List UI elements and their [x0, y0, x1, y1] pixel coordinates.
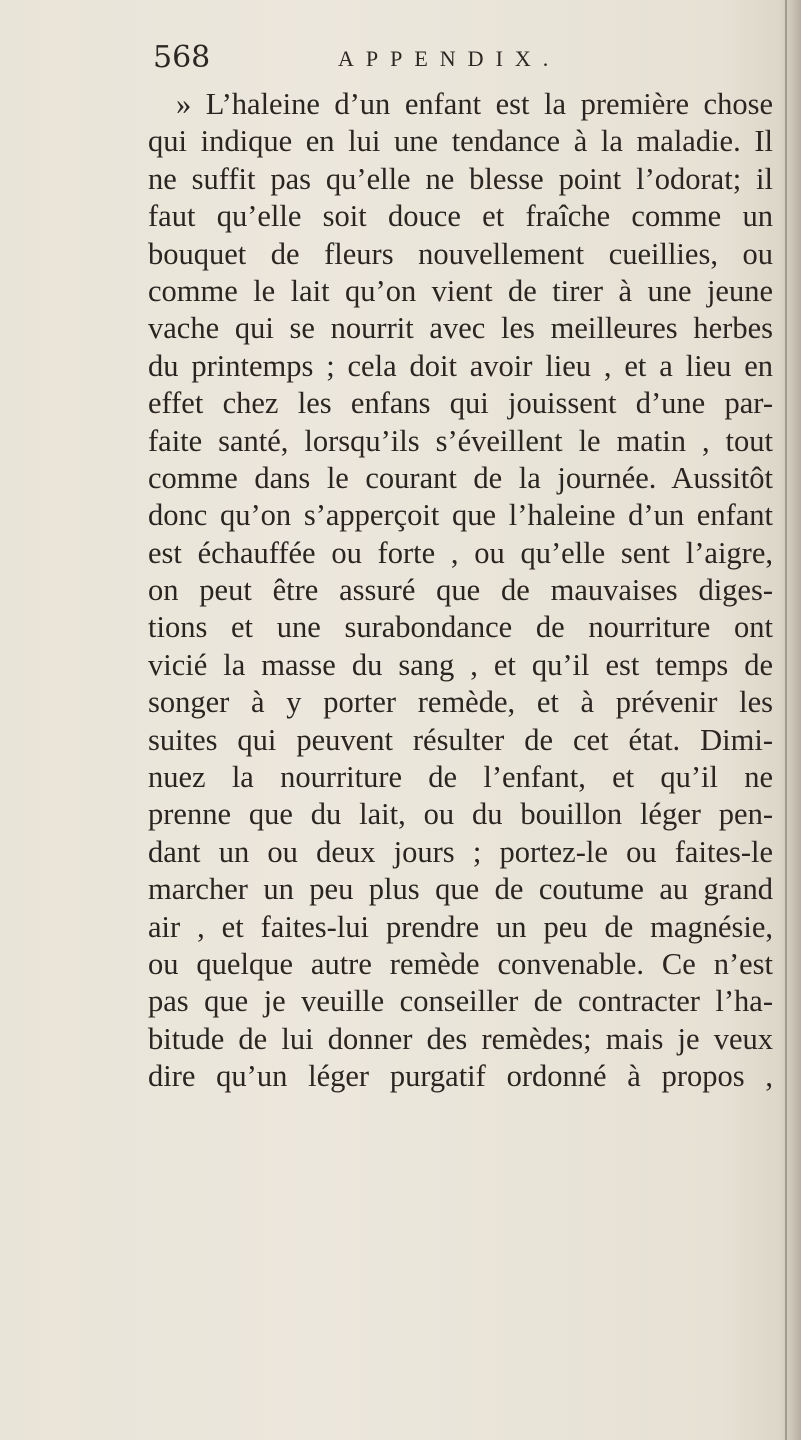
- text-line: comme dans le courant de la journée. Aussitôt: [148, 460, 773, 495]
- text-line: pas que je veuille conseiller de contracter l’ha-: [148, 984, 773, 1019]
- page-edge-line: [785, 0, 787, 1440]
- text-line: air , et faites-lui prendre un peu de magnésie,: [148, 909, 773, 944]
- text-line: on peut être assuré que de mauvaises diges-: [148, 573, 773, 608]
- text-line: songer à y porter remède, et à prévenir les: [148, 685, 773, 720]
- text-line: qui indique en lui une tendance à la maladie. Il: [148, 124, 773, 159]
- text-line: dire qu’un léger purgatif ordonné à propos ,: [148, 1059, 773, 1094]
- text-line: prenne que du lait, ou du bouillon léger pen-: [148, 797, 773, 832]
- text-line: donc qu’on s’apperçoit que l’haleine d’un enfant: [148, 498, 773, 533]
- text-line: faut qu’elle soit douce et fraîche comme un: [148, 199, 773, 234]
- text-line: ou quelque autre remède convenable. Ce n’est: [148, 946, 773, 981]
- page-header: [153, 40, 793, 90]
- text-line: ne suffit pas qu’elle ne blesse point l’odorat; il: [148, 161, 773, 196]
- text-line: dant un ou deux jours ; portez-le ou faites-le: [148, 834, 773, 869]
- text-line: » L’haleine d’un enfant est la première chose: [176, 87, 773, 121]
- text-line: bouquet de fleurs nouvellement cueillies, ou: [148, 236, 773, 271]
- text-line: tions et une surabondance de nourriture ont: [148, 610, 773, 645]
- page-edge-shadow: [779, 0, 801, 1440]
- text-line: vicié la masse du sang , et qu’il est temps de: [148, 647, 773, 682]
- text-line: nuez la nourriture de l’enfant, et qu’il ne: [148, 760, 773, 795]
- text-line: suites qui peuvent résulter de cet état. Dimi-: [148, 722, 773, 757]
- body-text: [148, 86, 773, 1096]
- text-line: comme le lait qu’on vient de tirer à une jeune: [148, 273, 773, 308]
- text-line: effet chez les enfans qui jouissent d’une par-: [148, 386, 773, 421]
- text-line: du printemps ; cela doit avoir lieu , et a lieu en: [148, 348, 773, 383]
- text-line: marcher un peu plus que de coutume au grand: [148, 872, 773, 907]
- text-line: est échauffée ou forte , ou qu’elle sent l’aigre,: [148, 535, 773, 570]
- text-line: bitude de lui donner des remèdes; mais je veux: [148, 1021, 773, 1056]
- page-number: 568: [153, 40, 211, 75]
- text-line: vache qui se nourrit avec les meilleures herbes: [148, 311, 773, 346]
- running-head: APPENDIX.: [338, 46, 561, 71]
- text-line: faite santé, lorsqu’ils s’éveillent le matin , tout: [148, 423, 773, 458]
